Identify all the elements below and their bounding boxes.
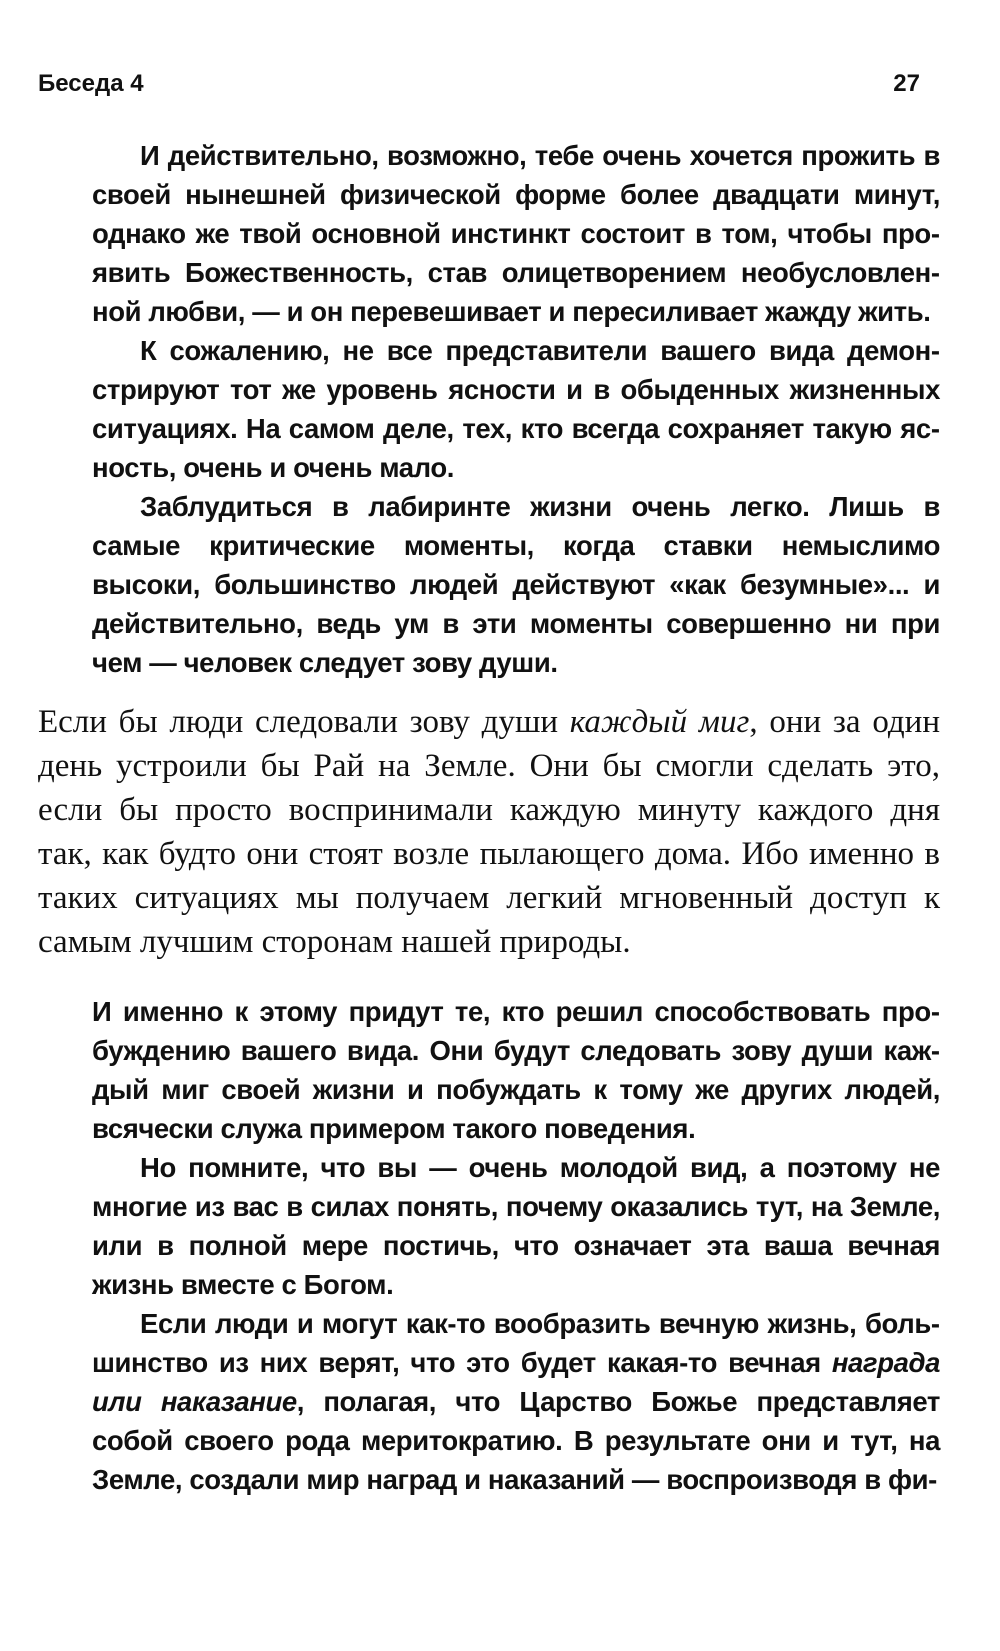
commentary-text: Если бы люди следовали зову души <box>38 704 570 740</box>
paragraph <box>92 1304 940 1499</box>
running-header <box>38 70 920 104</box>
emphasis-text: награда или наказание <box>92 1347 940 1417</box>
emphasis-text: каждый миг <box>569 704 750 740</box>
body-text-block-1 <box>92 136 940 682</box>
commentary-paragraph <box>38 700 940 964</box>
paragraph: Заблудиться в лабиринте жизни очень легко. Лишь в самые критические моменты, когда ставки немыслимо высоки, большинство людей действуют «как безумные»... и действительно, ведь ум в эти моменты совершенно ни при чем — человек следует зову души. <box>92 491 940 678</box>
paragraph: К сожалению, не все представители вашего вида демонстрируют тот же уровень ясности и в обыденных жизненных ситуациях. На самом деле, тех, кто всегда сохраняет такую ясность, очень и очень мало. <box>92 335 940 483</box>
paragraph: И действительно, возможно, тебе очень хочется прожить в своей нынешней физической форме более двадцати минут, однако же твой основной инстинкт состоит в том, чтобы проявить Божественность, став олицетворением необусловленной любви, — и он перевешивает и пересиливает жажду жить. <box>92 140 940 327</box>
chapter-title: Беседа 4 <box>38 70 144 97</box>
commentary-block <box>38 700 940 964</box>
paragraph: И именно к этому придут те, кто решил способствовать пробуждению вашего вида. Они будут следовать зову души каждый миг своей жизни и побуждать к тому же других людей, всячески служа примером такого поведения. <box>92 996 940 1144</box>
body-text-block-2 <box>92 992 940 1499</box>
commentary-text: , они за один день устроили бы Рай на Земле. Они бы смогли сделать это, если бы просто воспринимали каждую минуту каждого дня так, как будто они стоят возле пылающего дома. Ибо именно в таких ситуациях мы получаем легкий мгновенный доступ к самым лучшим сторонам нашей природы. <box>38 704 940 960</box>
paragraph-text: , полагая, что Царство Божье представляет собой своего рода меритократию. В результате они и тут, на Земле, создали мир наград и наказаний — воспроизводя в фи- <box>92 1386 940 1495</box>
paragraph-text: Если люди и могут как-то вообразить вечную жизнь, большинство из них верят, что это будет какая-то вечная <box>92 1308 940 1378</box>
page-number: 27 <box>893 70 920 97</box>
paragraph: Но помните, что вы — очень молодой вид, а поэтому не многие из вас в силах понять, почему оказались тут, на Земле, или в полной мере постичь, что означает эта ваша вечная жизнь вместе с Богом. <box>92 1152 940 1300</box>
